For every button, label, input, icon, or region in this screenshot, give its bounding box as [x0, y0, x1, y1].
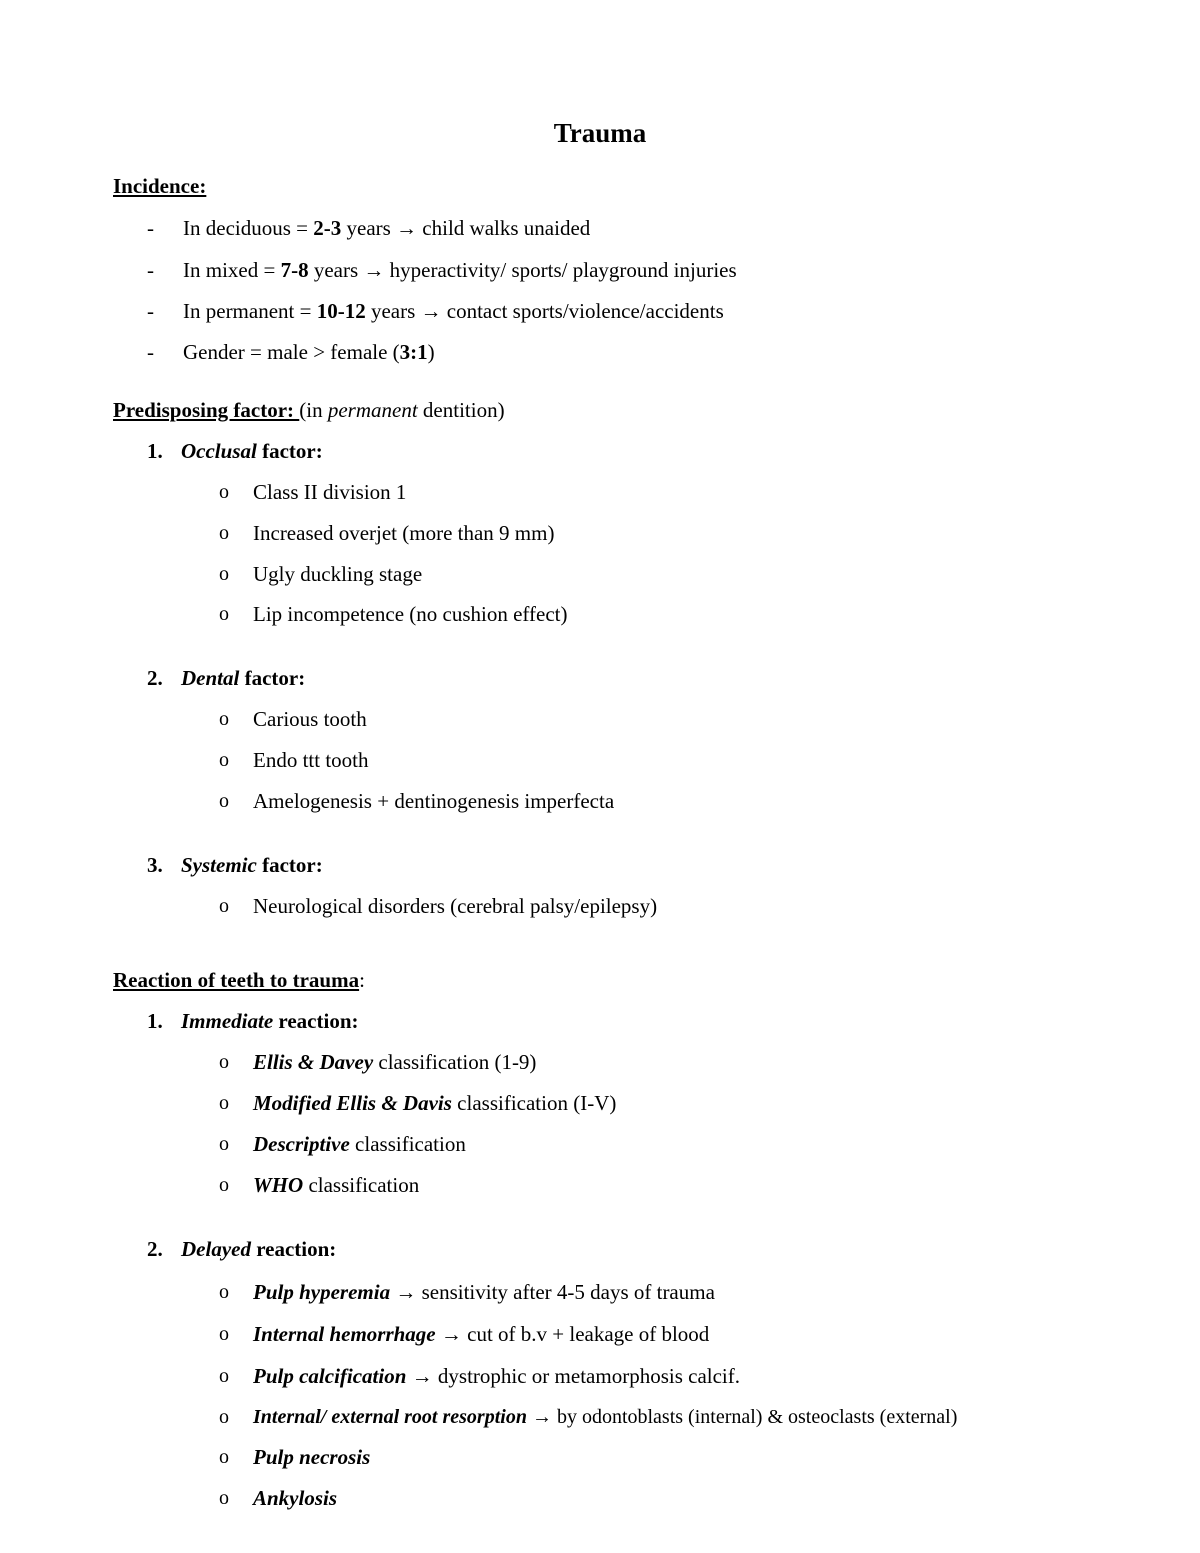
incidence-item: In mixed = 7-8 years → hyperactivity/ sports/ playground injuries: [183, 258, 737, 282]
predisposing-heading: Predisposing factor: (in permanent dentition): [113, 398, 505, 422]
bullet-marker: o: [219, 1365, 229, 1387]
bullet-marker: o: [219, 1323, 229, 1345]
list-item: Internal hemorrhage → cut of b.v + leakage of blood: [253, 1322, 710, 1346]
bullet-marker: o: [219, 1446, 229, 1468]
reaction-heading: Reaction of teeth to trauma:: [113, 968, 365, 992]
bullet-marker: o: [219, 1406, 229, 1428]
bullet-marker: o: [219, 1051, 229, 1073]
list-item: Modified Ellis & Davis classification (I-V): [253, 1091, 617, 1115]
list-item: Pulp hyperemia → sensitivity after 4-5 days of trauma: [253, 1280, 715, 1304]
immediate-reaction-heading: 1. Immediate reaction:: [147, 1009, 359, 1033]
list-item: Pulp calcification → dystrophic or metamorphosis calcif.: [253, 1364, 740, 1388]
dash-marker: -: [147, 340, 154, 364]
dash-marker: -: [147, 258, 154, 282]
bullet-marker: o: [219, 708, 229, 730]
bullet-marker: o: [219, 1133, 229, 1155]
delayed-reaction-heading: 2. Delayed reaction:: [147, 1237, 337, 1261]
list-item: WHO classification: [253, 1173, 420, 1197]
list-item: Ankylosis: [253, 1486, 338, 1510]
incidence-item: In permanent = 10-12 years → contact sports/violence/accidents: [183, 299, 724, 323]
incidence-heading: Incidence:: [113, 174, 207, 198]
list-item: Carious tooth: [253, 707, 367, 731]
list-item: Amelogenesis + dentinogenesis imperfecta: [253, 789, 615, 813]
list-item: Ellis & Davey classification (1-9): [253, 1050, 537, 1074]
list-item: Lip incompetence (no cushion effect): [253, 602, 568, 626]
bullet-marker: o: [219, 1281, 229, 1303]
bullet-marker: o: [219, 1174, 229, 1196]
bullet-marker: o: [219, 522, 229, 544]
bullet-marker: o: [219, 790, 229, 812]
systemic-factor-heading: 3. Systemic factor:: [147, 853, 323, 877]
incidence-item: Gender = male > female (3:1): [183, 340, 435, 364]
list-item: Endo ttt tooth: [253, 748, 369, 772]
bullet-marker: o: [219, 749, 229, 771]
dash-marker: -: [147, 299, 154, 323]
list-item: Increased overjet (more than 9 mm): [253, 521, 555, 545]
bullet-marker: o: [219, 895, 229, 917]
occlusal-factor-heading: 1. Occlusal factor:: [147, 439, 323, 463]
bullet-marker: o: [219, 563, 229, 585]
list-item: Class II division 1: [253, 480, 407, 504]
bullet-marker: o: [219, 603, 229, 625]
list-item: Descriptive classification: [253, 1132, 466, 1156]
dash-marker: -: [147, 216, 154, 240]
bullet-marker: o: [219, 1487, 229, 1509]
bullet-marker: o: [219, 481, 229, 503]
incidence-item: In deciduous = 2-3 years → child walks unaided: [183, 216, 591, 240]
bullet-marker: o: [219, 1092, 229, 1114]
list-item: Pulp necrosis: [253, 1445, 371, 1469]
list-item: Internal/ external root resorption → by odontoblasts (internal) & osteoclasts (external): [253, 1406, 958, 1428]
page-title: Trauma: [553, 118, 647, 148]
list-item: Neurological disorders (cerebral palsy/epilepsy): [253, 894, 658, 918]
dental-factor-heading: 2. Dental factor:: [147, 666, 306, 690]
list-item: Ugly duckling stage: [253, 562, 423, 586]
